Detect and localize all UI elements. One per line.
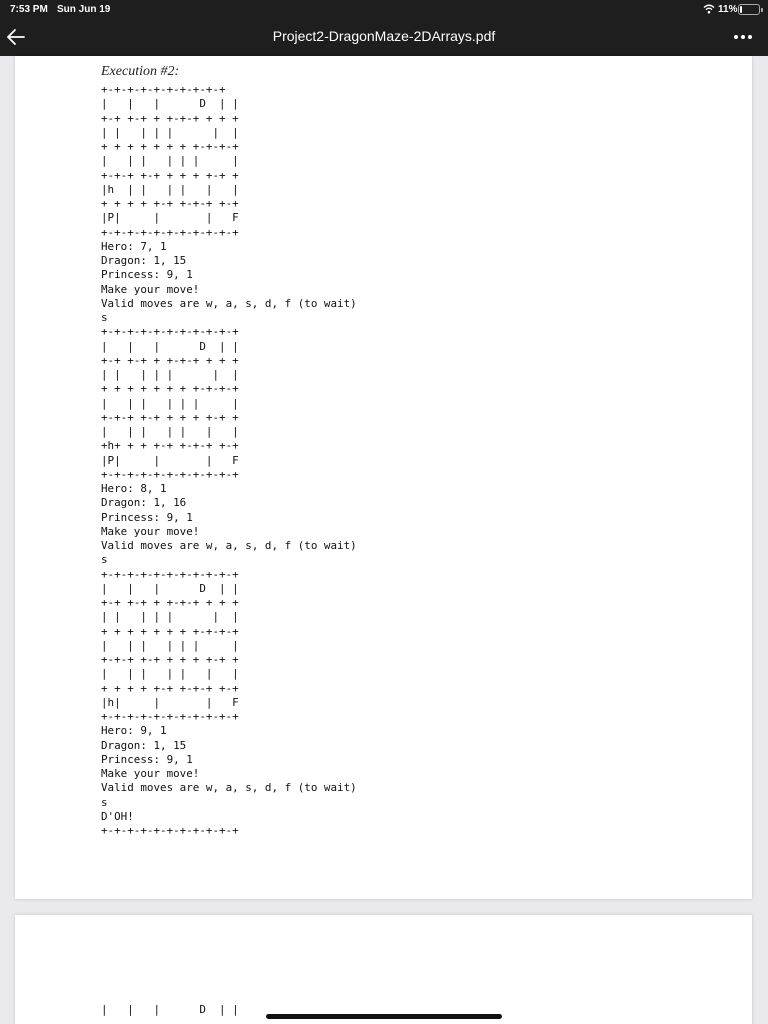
console-line: +-+-+-+-+-+-+-+-+-+-+ (101, 225, 239, 239)
console-line: Princess: 9, 1 (101, 752, 193, 766)
more-options-icon[interactable] (732, 30, 756, 44)
console-line: +-+-+ +-+ + + + +-+ + (101, 410, 239, 424)
console-line: Princess: 9, 1 (101, 268, 193, 282)
console-line: | | | D | | (101, 581, 239, 595)
console-line: +-+ +-+ + +-+-+ + + + (101, 353, 239, 367)
back-arrow-icon[interactable] (4, 24, 30, 50)
console-line: +-+-+-+-+-+-+-+-+-+-+ (101, 567, 239, 581)
console-line: Hero: 9, 1 (101, 724, 167, 738)
console-line: |P| | | F (101, 453, 239, 467)
more-dot (734, 35, 738, 39)
console-line: + + + + +-+ +-+-+ +-+ (101, 197, 239, 210)
console-line: + + + + + + + +-+-+-+ (101, 624, 239, 638)
console-line: Make your move! (101, 524, 200, 538)
console-line: + + + + + + + +-+-+-+ (101, 382, 239, 396)
console-line: Valid moves are w, a, s, d, f (to wait) (101, 781, 357, 795)
console-line: | | | | | | | (101, 610, 239, 624)
document-title: Project2-DragonMaze-2DArrays.pdf (272, 28, 496, 44)
console-line: | | | | | | | (101, 425, 239, 438)
execution-heading: Execution #2: (101, 64, 180, 79)
console-line: | | | | | | | (101, 154, 239, 168)
console-line: +h+ + + +-+ +-+-+ +-+ (101, 439, 239, 453)
console-line: Valid moves are w, a, s, d, f (to wait) (101, 296, 357, 310)
console-line: s (101, 553, 108, 567)
console-line: | | | | | | | (101, 125, 239, 139)
console-line: s (101, 795, 108, 809)
status-time: 7:53 PM (10, 4, 48, 15)
nav-bar (0, 20, 768, 56)
home-indicator[interactable] (266, 1014, 502, 1019)
console-line: | | | | | | | (101, 396, 239, 410)
status-date: Sun Jun 19 (57, 4, 111, 15)
console-line: +-+ +-+ + +-+-+ + + + (101, 111, 239, 125)
pdf-page-1[interactable] (15, 56, 752, 899)
battery-percent: 11% (718, 4, 738, 15)
console-line: +-+-+ +-+ + + + +-+ + (101, 653, 239, 666)
console-line: Princess: 9, 1 (101, 510, 193, 524)
more-dot (741, 35, 745, 39)
console-line: +-+-+-+-+-+-+-+-+-+-+ (101, 325, 239, 339)
console-line: | | | | | | | (101, 638, 239, 652)
console-line: Make your move! (101, 282, 200, 296)
battery-fill (740, 6, 742, 13)
console-line: | | | | | | | (101, 368, 239, 381)
console-line: D'OH! (101, 809, 134, 823)
console-line: Valid moves are w, a, s, d, f (to wait) (101, 539, 357, 552)
console-line: +-+-+-+-+-+-+-+-+-+ (101, 83, 226, 96)
console-line: | | | | | | | (101, 667, 239, 681)
more-dot (748, 35, 752, 39)
status-bar (0, 0, 768, 20)
console-line: Dragon: 1, 15 (101, 254, 187, 267)
console-line: | | | D | | (101, 1003, 239, 1016)
console-line: +-+-+ +-+ + + + +-+ + (101, 168, 239, 182)
console-line: Dragon: 1, 16 (101, 496, 187, 510)
console-line: | | | D | | (101, 97, 239, 111)
battery-icon (738, 4, 760, 15)
console-line: + + + + + + + +-+-+-+ (101, 140, 239, 153)
console-line: +-+-+-+-+-+-+-+-+-+-+ (101, 824, 239, 837)
console-line: Dragon: 1, 15 (101, 738, 187, 752)
console-output (101, 83, 357, 838)
console-line: Hero: 7, 1 (101, 239, 167, 253)
console-line: +-+-+-+-+-+-+-+-+-+-+ (101, 467, 239, 481)
console-line: Hero: 8, 1 (101, 482, 167, 495)
console-line: +-+ +-+ + +-+-+ + + + (101, 596, 239, 609)
console-line: |h | | | | | | (101, 182, 239, 196)
console-line: Make your move! (101, 767, 200, 780)
top-bar (0, 0, 768, 56)
wifi-icon (703, 3, 715, 15)
console-line: s (101, 311, 108, 324)
console-line: +-+-+-+-+-+-+-+-+-+-+ (101, 710, 239, 723)
battery-nub (761, 8, 763, 12)
console-line: + + + + +-+ +-+-+ +-+ (101, 681, 239, 695)
console-line: | | | D | | (101, 339, 239, 353)
console-line: |P| | | F (101, 211, 239, 225)
pdf-page-2[interactable] (15, 915, 752, 1024)
console-line: |h| | | F (101, 695, 239, 709)
